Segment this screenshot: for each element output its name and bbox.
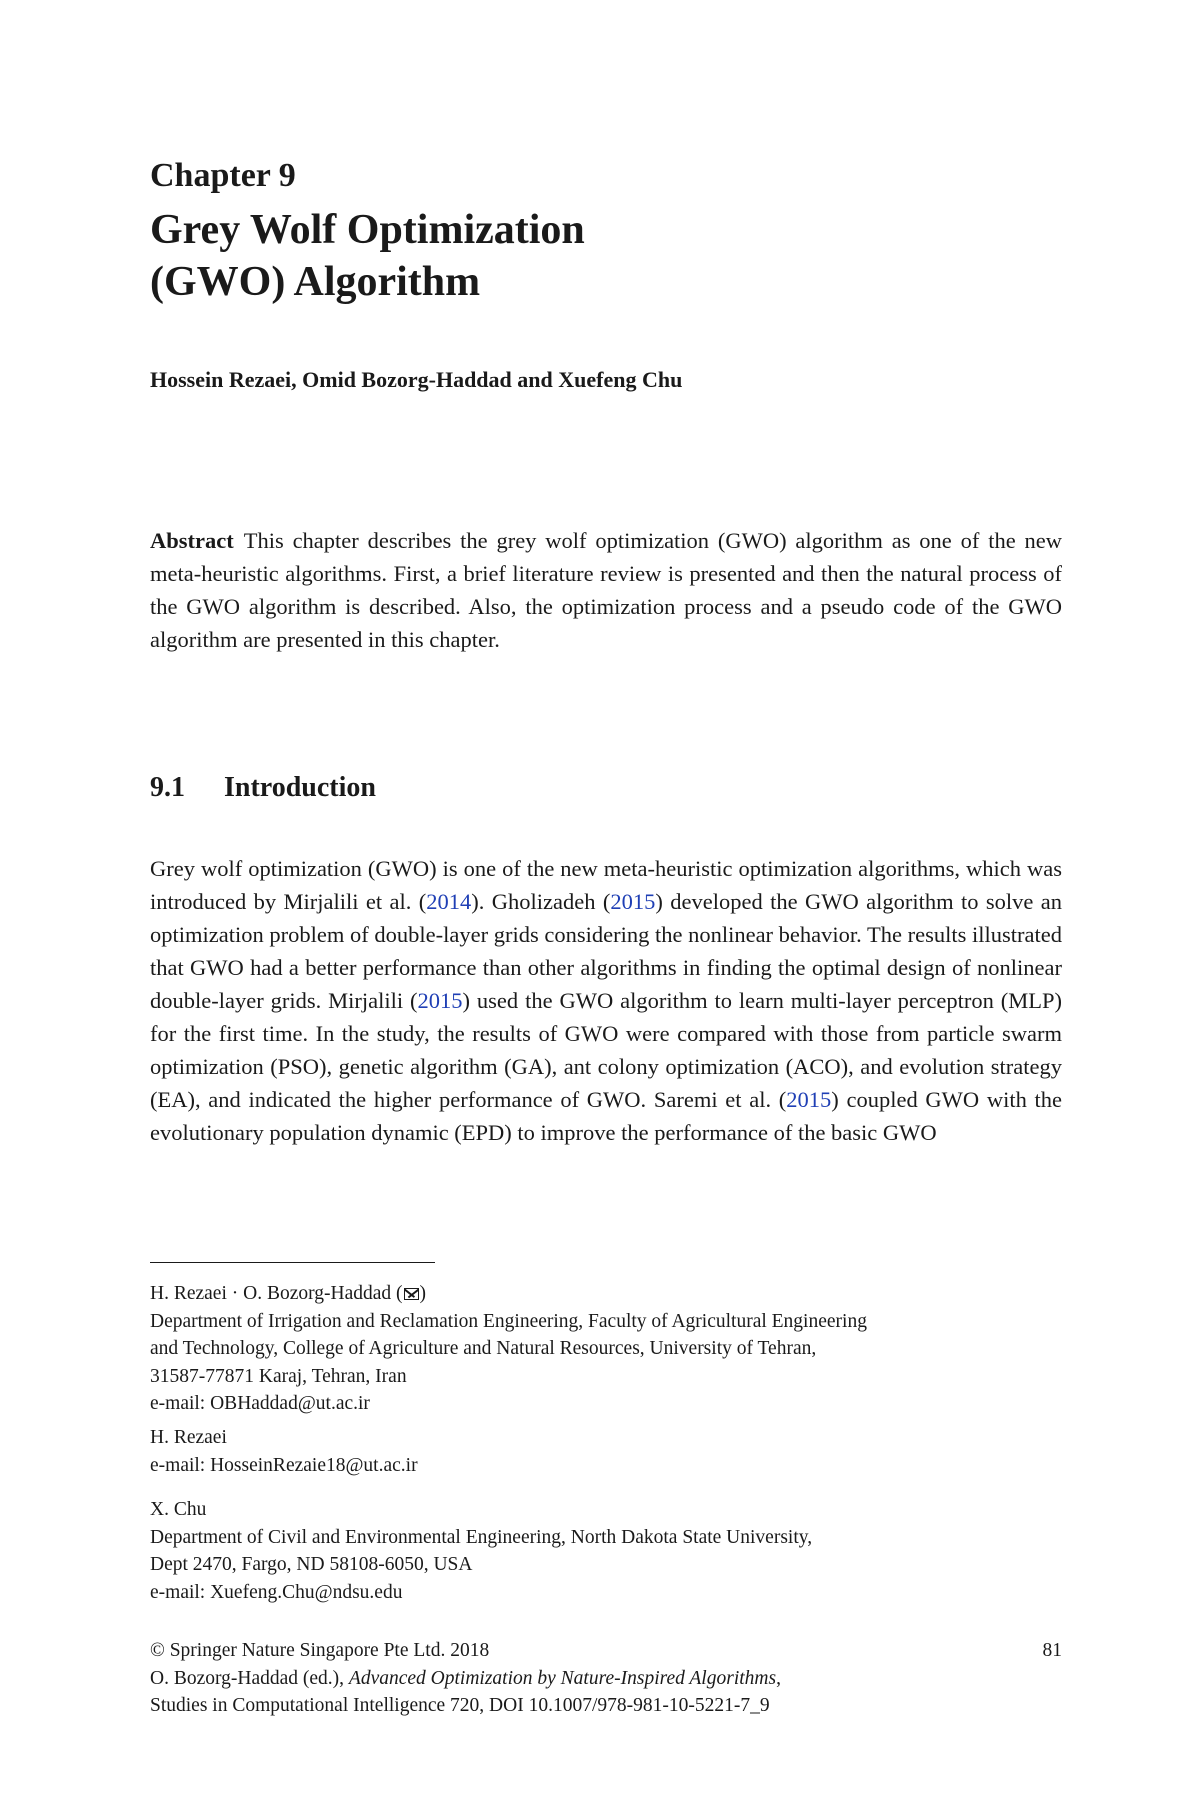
copyright-text: © Springer Nature Singapore Pte Ltd. 2018: [150, 1640, 490, 1661]
affiliation-block-1: [150, 1280, 1070, 1418]
citation-link-mirjalili-2014[interactable]: 2014: [426, 889, 472, 914]
page-footer: [150, 1637, 1062, 1720]
affiliation-address-line: Department of Irrigation and Reclamation Engineering, Faculty of Agricultural Engineering: [150, 1310, 867, 1332]
affiliation-address-line: 31587-77871 Karaj, Tehran, Iran: [150, 1365, 407, 1387]
intro-text-2: ). Gholizadeh (: [471, 889, 611, 914]
series-doi-line: Studies in Computational Intelligence 720, DOI 10.1007/978-981-10-5221-7_9: [150, 1695, 770, 1716]
chapter-title: [150, 204, 1050, 308]
intro-paragraph: [150, 852, 1062, 1149]
citation-link-mirjalili-2015[interactable]: 2015: [417, 988, 463, 1013]
authors: Hossein Rezaei, Omid Bozorg-Haddad and Xuefeng Chu: [150, 367, 683, 392]
section-number: 9.1: [150, 772, 185, 803]
intro-text-1: Grey wolf optimization (GWO) is one of the new meta-heuristic optimization algorithms, which was introduced by Mirjalili et al. (: [150, 856, 1062, 914]
intro-text-4: ) used the GWO algorithm to learn multi-layer perceptron (MLP) for the first time. In the study, the results of GWO were compared with those from particle swarm optimization (PSO), genetic algorithm (GA), ant colony optimization (ACO), and evolution strategy (EA), and indicated the higher performance of GWO. Saremi et al. (: [150, 988, 1062, 1112]
intro-text-5: ) coupled GWO with the evolutionary population dynamic (EPD) to improve the performance of the basic GWO: [150, 1087, 1063, 1145]
citation-link-saremi-2015[interactable]: 2015: [786, 1087, 832, 1112]
affiliation-names: X. Chu: [150, 1499, 207, 1520]
affiliation-block-2: [150, 1424, 1070, 1479]
affiliation-address-line: Dept 2470, Fargo, ND 58108-6050, USA: [150, 1554, 473, 1575]
affiliation-email[interactable]: e-mail: HosseinRezaie18@ut.ac.ir: [150, 1454, 418, 1476]
abstract-label: Abstract: [150, 528, 234, 553]
book-title: Advanced Optimization by Nature-Inspired Algorithms: [348, 1667, 777, 1689]
book-citation-line: O. Bozorg-Haddad (ed.), Advanced Optimization by Nature-Inspired Algorithms,: [150, 1667, 781, 1689]
affiliation-block-3: [150, 1496, 1070, 1606]
page-number: 81: [1042, 1640, 1062, 1661]
citation-link-gholizadeh-2015[interactable]: 2015: [610, 889, 656, 914]
intro-text-3: ) developed the GWO algorithm to solve an optimization problem of double-layer grids considering the nonlinear behavior. The results illustrated that GWO had a better performance than other algorithms in finding the optimal design of nonlinear double-layer grids. Mirjalili (: [150, 889, 1062, 1013]
section-heading: [150, 770, 376, 806]
chapter-title-line1: Grey Wolf Optimization: [150, 207, 585, 253]
chapter-title-line2: (GWO) Algorithm: [150, 259, 481, 305]
abstract: [150, 524, 1062, 656]
affiliation-email[interactable]: e-mail: Xuefeng.Chu@ndsu.edu: [150, 1581, 403, 1603]
chapter-label: Chapter 9: [150, 157, 296, 194]
affiliation-email[interactable]: e-mail: OBHaddad@ut.ac.ir: [150, 1393, 370, 1414]
copyright-line: [150, 1637, 1062, 1665]
footnote-divider: [150, 1262, 435, 1263]
affiliation-address-line: Department of Civil and Environmental Engineering, North Dakota State University,: [150, 1526, 813, 1548]
abstract-text: This chapter describes the grey wolf optimization (GWO) algorithm as one of the new meta-heuristic algorithms. First, a brief literature review is presented and then the natural process of the GWO algorithm is described. Also, the optimization process and a pseudo code of the GWO algorithm are presented in this chapter.: [150, 528, 1062, 652]
affiliation-names: H. Rezaei: [150, 1427, 227, 1448]
envelope-icon: [404, 1288, 419, 1300]
section-title: Introduction: [224, 772, 376, 803]
affiliation-address-line: and Technology, College of Agriculture and Natural Resources, University of Tehran,: [150, 1338, 817, 1359]
affiliation-names: H. Rezaei · O. Bozorg-Haddad ( ): [150, 1283, 427, 1304]
